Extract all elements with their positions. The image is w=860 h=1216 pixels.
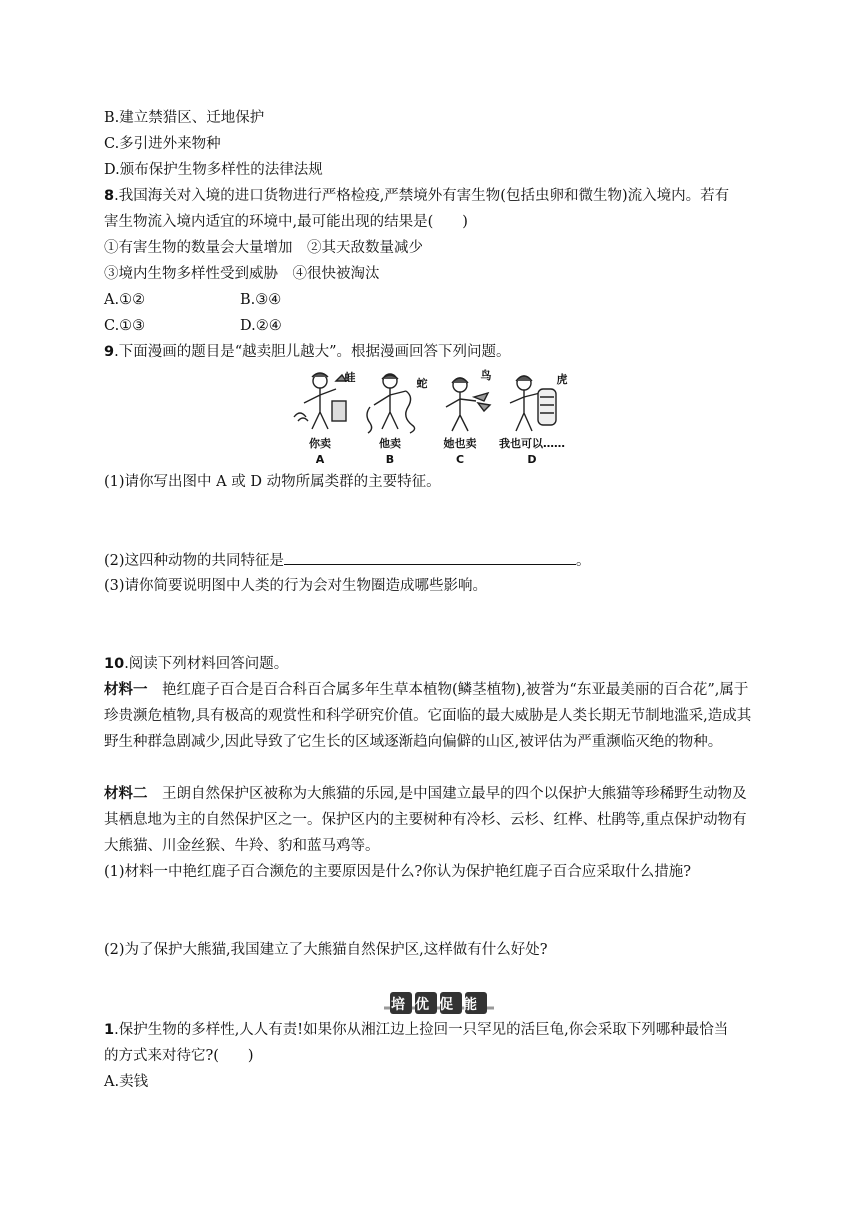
q9-sub2-prefix: (2)这四种动物的共同特征是	[104, 553, 285, 569]
p1-stem-line2: 的方式来对待它?( )	[104, 1048, 254, 1064]
q10-number: 10	[104, 656, 125, 672]
q9-sub2	[104, 550, 591, 571]
comic-illustration	[288, 367, 578, 467]
comic-animal-c: 鸟	[480, 369, 492, 382]
q10-sub1: (1)材料一中艳红鹿子百合濒危的主要原因是什么?你认为保护艳红鹿子百合应采取什么措施?	[104, 864, 692, 880]
q8-option-d: D.②④	[240, 318, 282, 334]
q9-sub3: (3)请你简要说明图中人类的行为会对生物圈造成哪些影响。	[104, 578, 488, 594]
q10-sub2: (2)为了保护大熊猫,我国建立了大熊猫自然保护区,这样做有什么好处?	[104, 942, 548, 958]
comic-caption-b: 他卖	[379, 437, 401, 450]
comic-panel-b	[367, 374, 415, 433]
comic-panel-c	[446, 378, 490, 431]
q9-stem-text: .下面漫画的题目是“越卖胆儿越大”。根据漫画回答下列问题。	[114, 344, 511, 360]
section-header-badge	[384, 990, 494, 1016]
comic-letter-a: A	[315, 453, 325, 466]
q10-stem	[104, 654, 288, 674]
q10-stem-text: .阅读下列材料回答问题。	[124, 656, 289, 672]
q8-stem-line2: 害生物流入境内适宜的环境中,最可能出现的结果是( )	[104, 214, 468, 230]
q8-option-a: A.①②	[104, 292, 146, 308]
q9-answer-blank[interactable]	[284, 550, 576, 565]
section-header-text: 培优促能	[391, 997, 487, 1013]
comic-letter-c: C	[455, 453, 465, 466]
comic-caption-c: 她也卖	[443, 437, 477, 450]
comic-panel-a	[294, 373, 346, 429]
q7-option-d: D.颁布保护生物多样性的法律法规	[104, 162, 323, 178]
q8-option-c: C.①③	[104, 318, 146, 334]
q9-sub1: (1)请你写出图中 A 或 D 动物所属类群的主要特征。	[104, 474, 441, 490]
q7-option-b: B.建立禁猎区、迁地保护	[104, 110, 265, 126]
comic-caption-a: 你卖	[309, 437, 331, 450]
comic-panel-d	[510, 376, 556, 431]
comic-letter-d: D	[527, 453, 537, 466]
comic-animal-b: 蛇	[416, 377, 428, 390]
q8-number: 8	[104, 188, 115, 204]
q7-option-c: C.多引进外来物种	[104, 136, 221, 152]
p1-option-a: A.卖钱	[104, 1074, 149, 1090]
q9-stem	[104, 342, 511, 362]
material1-text: 艳红鹿子百合是百合科百合属多年生草本植物(鳞茎植物),被誉为“东亚最美丽的百合花”,属于珍贵濒危植物,具有极高的观赏性和科学研究价值。它面临的最大威胁是人类长期无节制地滥采,造成其野生种群急剧减少,因此导致了它生长的区域逐渐趋向偏僻的山区,被评估为严重濒临灭绝的物种。	[104, 682, 752, 750]
material2-label: 材料二	[104, 785, 148, 802]
material1-label: 材料一	[104, 681, 148, 698]
q10-material2	[104, 781, 756, 859]
comic-letter-b: B	[385, 453, 395, 466]
q8-items-line2: ③境内生物多样性受到威胁 ④很快被淘汰	[104, 266, 380, 282]
p1-number: 1	[104, 1022, 115, 1038]
q9-sub2-suffix: 。	[576, 553, 591, 569]
p1-stem-text: .保护生物的多样性,人人有责!如果你从湘江边上捡回一只罕见的活巨龟,你会采取下列哪种最恰当	[114, 1022, 729, 1038]
q8-stem-line1	[104, 186, 729, 206]
comic-animal-d: 虎	[556, 373, 568, 386]
q10-material1	[104, 677, 756, 755]
q8-option-b: B.③④	[240, 292, 282, 308]
q9-number: 9	[104, 344, 115, 360]
comic-animal-a: 蛙	[344, 371, 356, 384]
comic-caption-d: 我也可以……	[499, 437, 565, 450]
q8-stem-text: .我国海关对入境的进口货物进行严格检疫,严禁境外有害生物(包括虫卵和微生物)流入境内。若有	[114, 188, 730, 204]
q8-items-line1: ①有害生物的数量会大量增加 ②其天敌数量减少	[104, 240, 423, 256]
material2-text: 王朗自然保护区被称为大熊猫的乐园,是中国建立最早的四个以保护大熊猫等珍稀野生动物及其栖息地为主的自然保护区之一。保护区内的主要树种有冷杉、云杉、红桦、杜鹃等,重点保护动物有大熊猫、川金丝猴、牛羚、豹和蓝马鸡等。	[104, 786, 747, 854]
p1-stem-line1	[104, 1020, 728, 1040]
